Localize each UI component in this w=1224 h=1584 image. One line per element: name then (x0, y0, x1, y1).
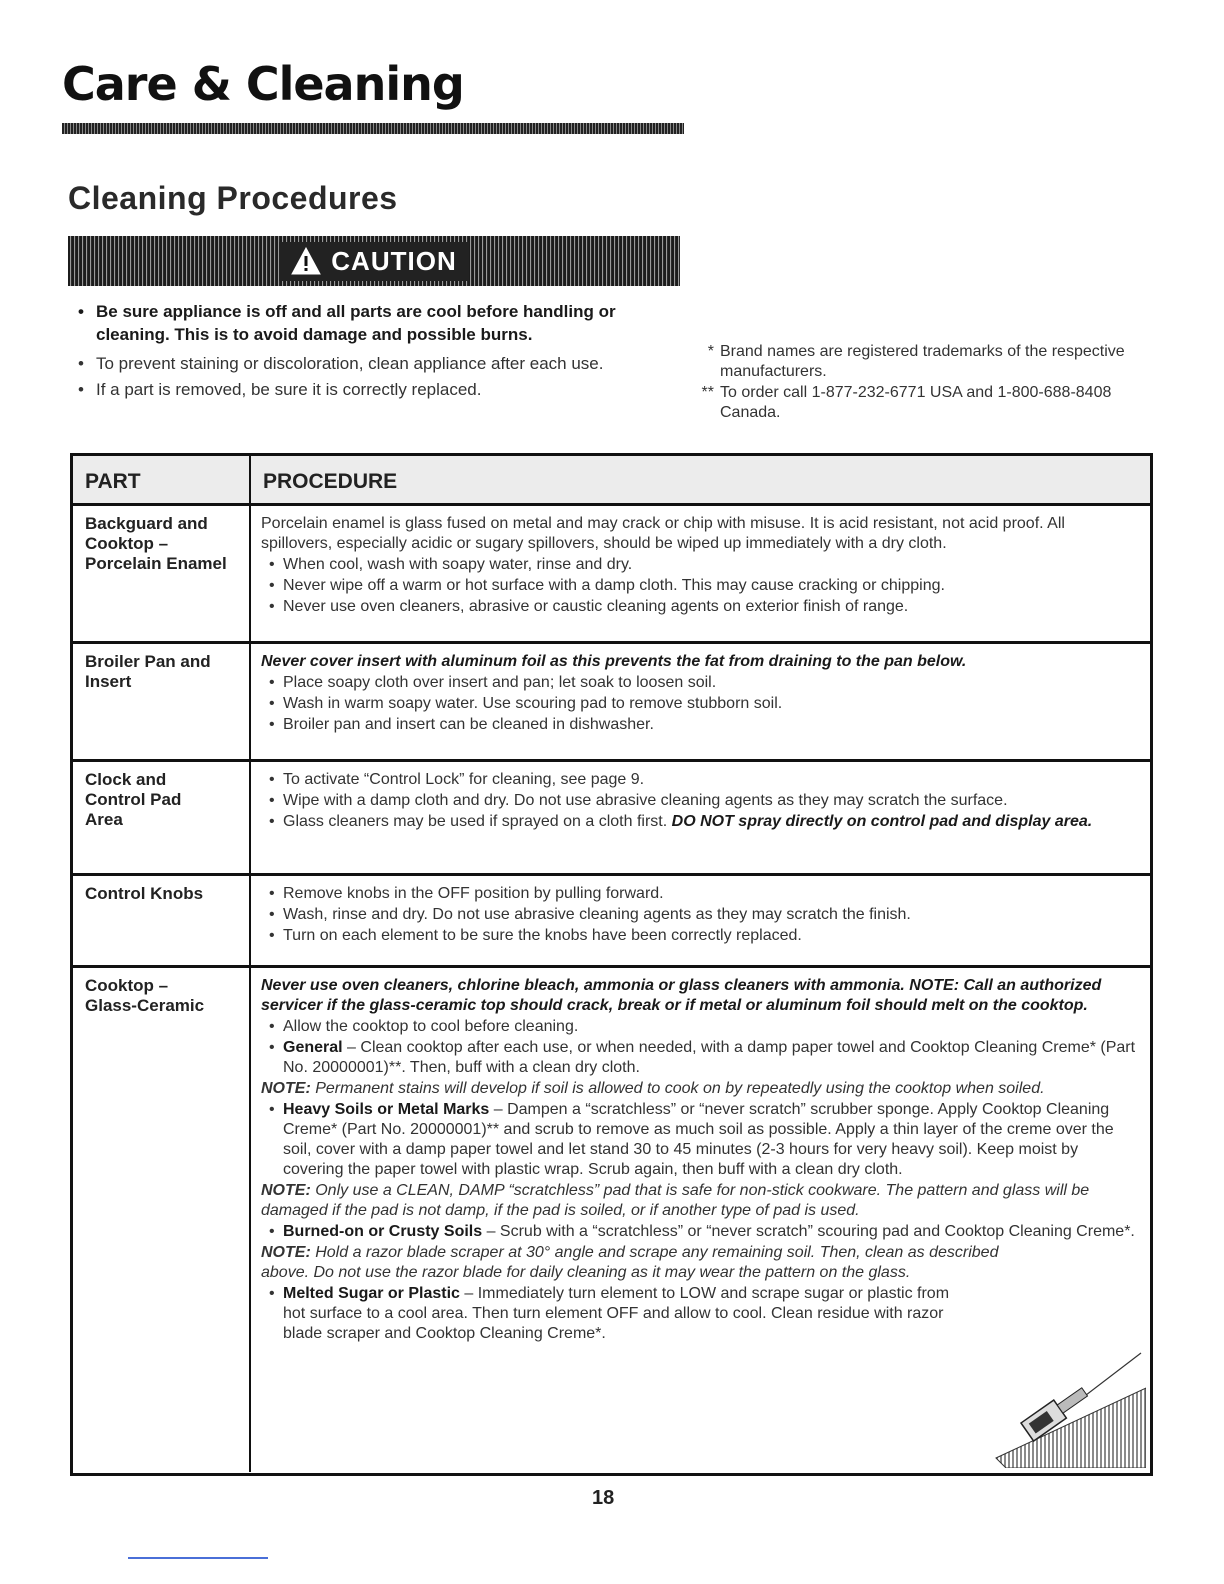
razor-scraper-illustration (976, 1348, 1146, 1468)
caution-list (72, 300, 684, 406)
caution-label: CAUTION (331, 245, 457, 276)
caution-item: • If a part is removed, be sure it is correctly replaced. (78, 380, 482, 399)
page-header (62, 40, 684, 128)
table-body (73, 506, 1150, 1472)
procedure-cell: Never cover insert with aluminum foil as this prevents the fat from draining to the pan below. • Place soapy cloth over insert and pan; let soak to loosen soil. • Wash in warm soapy water. Use scouring pad to remove stubborn soil. • Broiler pan and insert can be cleaned in dishwasher. (251, 644, 1150, 759)
procedure-cell: Porcelain enamel is glass fused on metal and may crack or chip with misuse. It is acid resistant, not acid proof. All spillovers, especially acidic or sugary spillovers, should be wiped up immediately with a dry cloth. • When cool, wash with soapy water, rinse and dry. • Never wipe off a warm or hot surface with a damp cloth. This may cause cracking or chipping. • Never use oven cleaners, abrasive or caustic cleaning agents on exterior finish of range. (251, 506, 1150, 641)
header-part: PART (73, 456, 251, 503)
note-razor-blade: NOTE: Hold a razor blade scraper at 30° angle and scrape any remaining soil. Then, clean as described above. Do not use the razor blade for daily cleaning as it may wear the pattern on the glass. (261, 1244, 999, 1281)
header-procedure: PROCEDURE (263, 470, 398, 493)
caution-item: • Be sure appliance is off and all parts are cool before handling or cleaning. This is to avoid damage and possible burns. (78, 302, 616, 344)
table-row (73, 506, 1150, 644)
bottom-line (128, 1557, 268, 1559)
page-title: Care & Cleaning (62, 57, 464, 111)
bullet-melted-sugar: • Melted Sugar or Plastic – Immediately turn element to LOW and scrape sugar or plastic from hot surface to a cool area. Then turn element OFF and allow to cool. Clean residue with razor blade scraper and Cooktop Cleaning Creme*. (261, 1284, 1140, 1344)
footnote-order: ** To order call 1-877-232-6771 USA and 1-800-688-8408 Canada. (701, 384, 1112, 421)
section-title: Cleaning Procedures (68, 180, 398, 216)
part-cell: Backguard and Cooktop – Porcelain Enamel (73, 506, 251, 641)
footnote-trademark: * Brand names are registered trademarks of the respective manufacturers. (707, 343, 1125, 380)
part-cell: Cooktop – Glass-Ceramic (73, 968, 251, 1472)
table-row (73, 644, 1150, 762)
table-row (73, 876, 1150, 968)
bullet-icon: • (78, 302, 84, 321)
bullet-burned-on: • Burned-on or Crusty Soils – Scrub with a “scratchless” or “never scratch” scouring pad and Cooktop Cleaning Creme*. (261, 1222, 1140, 1242)
table-header (73, 456, 1150, 506)
page-number: 18 (592, 1487, 615, 1509)
table-row (73, 762, 1150, 876)
bullet-heavy-soils: • Heavy Soils or Metal Marks – Dampen a “scratchless” or “never scratch” scrubber sponge. Apply Cooktop Cleaning Creme* (Part No. 20000001)** and scrub to remove as much soil as possible. Apply a thin layer of the creme over the soil, cover with a damp paper towel and let stand 30 to 45 minutes (2-3 hours for very heavy soil). Keep moist by covering the paper towel with plastic wrap. Scrub again, then buff with a clean dry cloth. (261, 1100, 1140, 1180)
procedure-cell: Never use oven cleaners, chlorine bleach, ammonia or glass cleaners with ammonia. NOTE: Call an authorized servicer if the glass-ceramic top should crack, break or if metal or aluminum foil should melt on the cooktop. • Allow the cooktop to cool before cleaning. • General – Clean cooktop after each use, or when needed, with a damp paper towel and Cooktop Cleaning Creme* (Part No. 20000001)**. Then, buff with a clean dry cloth. NOTE: Permanent stains will develop if soil is allowed to cook on by repeatedly using the cooktop when soiled. • Heavy Soils or Metal Marks – Dampen a “scratchless” or “never scratch” scrubber sponge. Apply Cooktop Cleaning Creme* (Part No. 20000001)** and scrub to remove as much soil as possible. Apply a thin layer of the creme over the soil, cover with a damp paper towel and let stand 30 to 45 minutes (2-3 hours for very heavy soil). Keep moist by covering the paper towel with plastic wrap. Scrub again, then buff with a clean dry cloth. NOTE: Only use a CLEAN, DAMP “scratchless” pad that is safe for non-stick cookware. The pattern and glass will be damaged if the pad is not damp, if the pad is soiled, or if another type of pad is used. • Burned-on or Crusty Soils – Scrub with a “scratchless” or “never scratch” scouring pad and Cooktop Cleaning Creme*. NOTE: Hold a razor blade scraper at 30° angle and scrape any remaining soil. Then, clean as described above. Do not use the razor blade for daily cleaning as it may wear the pattern on the glass. • Melted Sugar or Plastic – Immediately turn element to LOW and scrape sugar or plastic from hot surface to a cool area. Then turn element OFF and allow to cool. Clean residue with razor blade scraper and Cooktop Cleaning Creme*. (251, 968, 1150, 1472)
part-cell: Control Knobs (73, 876, 251, 965)
procedure-cell: • Remove knobs in the OFF position by pulling forward. • Wash, rinse and dry. Do not use abrasive cleaning agents as they may scratch the finish. • Turn on each element to be sure the knobs have been correctly replaced. (251, 876, 1150, 965)
procedure-table (70, 453, 1153, 1476)
bullet-glass-cleaners: • Glass cleaners may be used if sprayed on a cloth first. DO NOT spray directly on control pad and display area. (261, 812, 1140, 832)
footnotes (696, 342, 1166, 424)
bullet-icon: • (78, 354, 84, 373)
procedure-cell: • To activate “Control Lock” for cleaning, see page 9. • Wipe with a damp cloth and dry. Do not use abrasive cleaning agents as they may scratch the surface. • Glass cleaners may be used if sprayed on a cloth first. DO NOT spray directly on control pad and display area. (251, 762, 1150, 873)
header-rule (62, 123, 684, 134)
note-scratchless-pad: NOTE: Only use a CLEAN, DAMP “scratchless” pad that is safe for non-stick cookware. The pattern and glass will be damaged if the pad is not damp, if the pad is soiled, or if another type of pad is used. (261, 1182, 1090, 1219)
bullet-general: • General – Clean cooktop after each use, or when needed, with a damp paper towel and Cooktop Cleaning Creme* (Part No. 20000001)**. Then, buff with a clean dry cloth. (261, 1038, 1140, 1078)
caution-banner (68, 236, 680, 286)
table-row (73, 968, 1150, 1472)
part-cell: Clock and Control Pad Area (73, 762, 251, 873)
caution-item: • To prevent staining or discoloration, clean appliance after each use. (78, 354, 604, 373)
bullet-icon: • (78, 380, 84, 399)
caution-label-box (279, 242, 468, 281)
warning-triangle-icon (291, 247, 321, 275)
note-permanent-stains: NOTE: Permanent stains will develop if soil is allowed to cook on by repeatedly using the cooktop when soiled. (261, 1080, 1045, 1097)
part-cell: Broiler Pan and Insert (73, 644, 251, 759)
